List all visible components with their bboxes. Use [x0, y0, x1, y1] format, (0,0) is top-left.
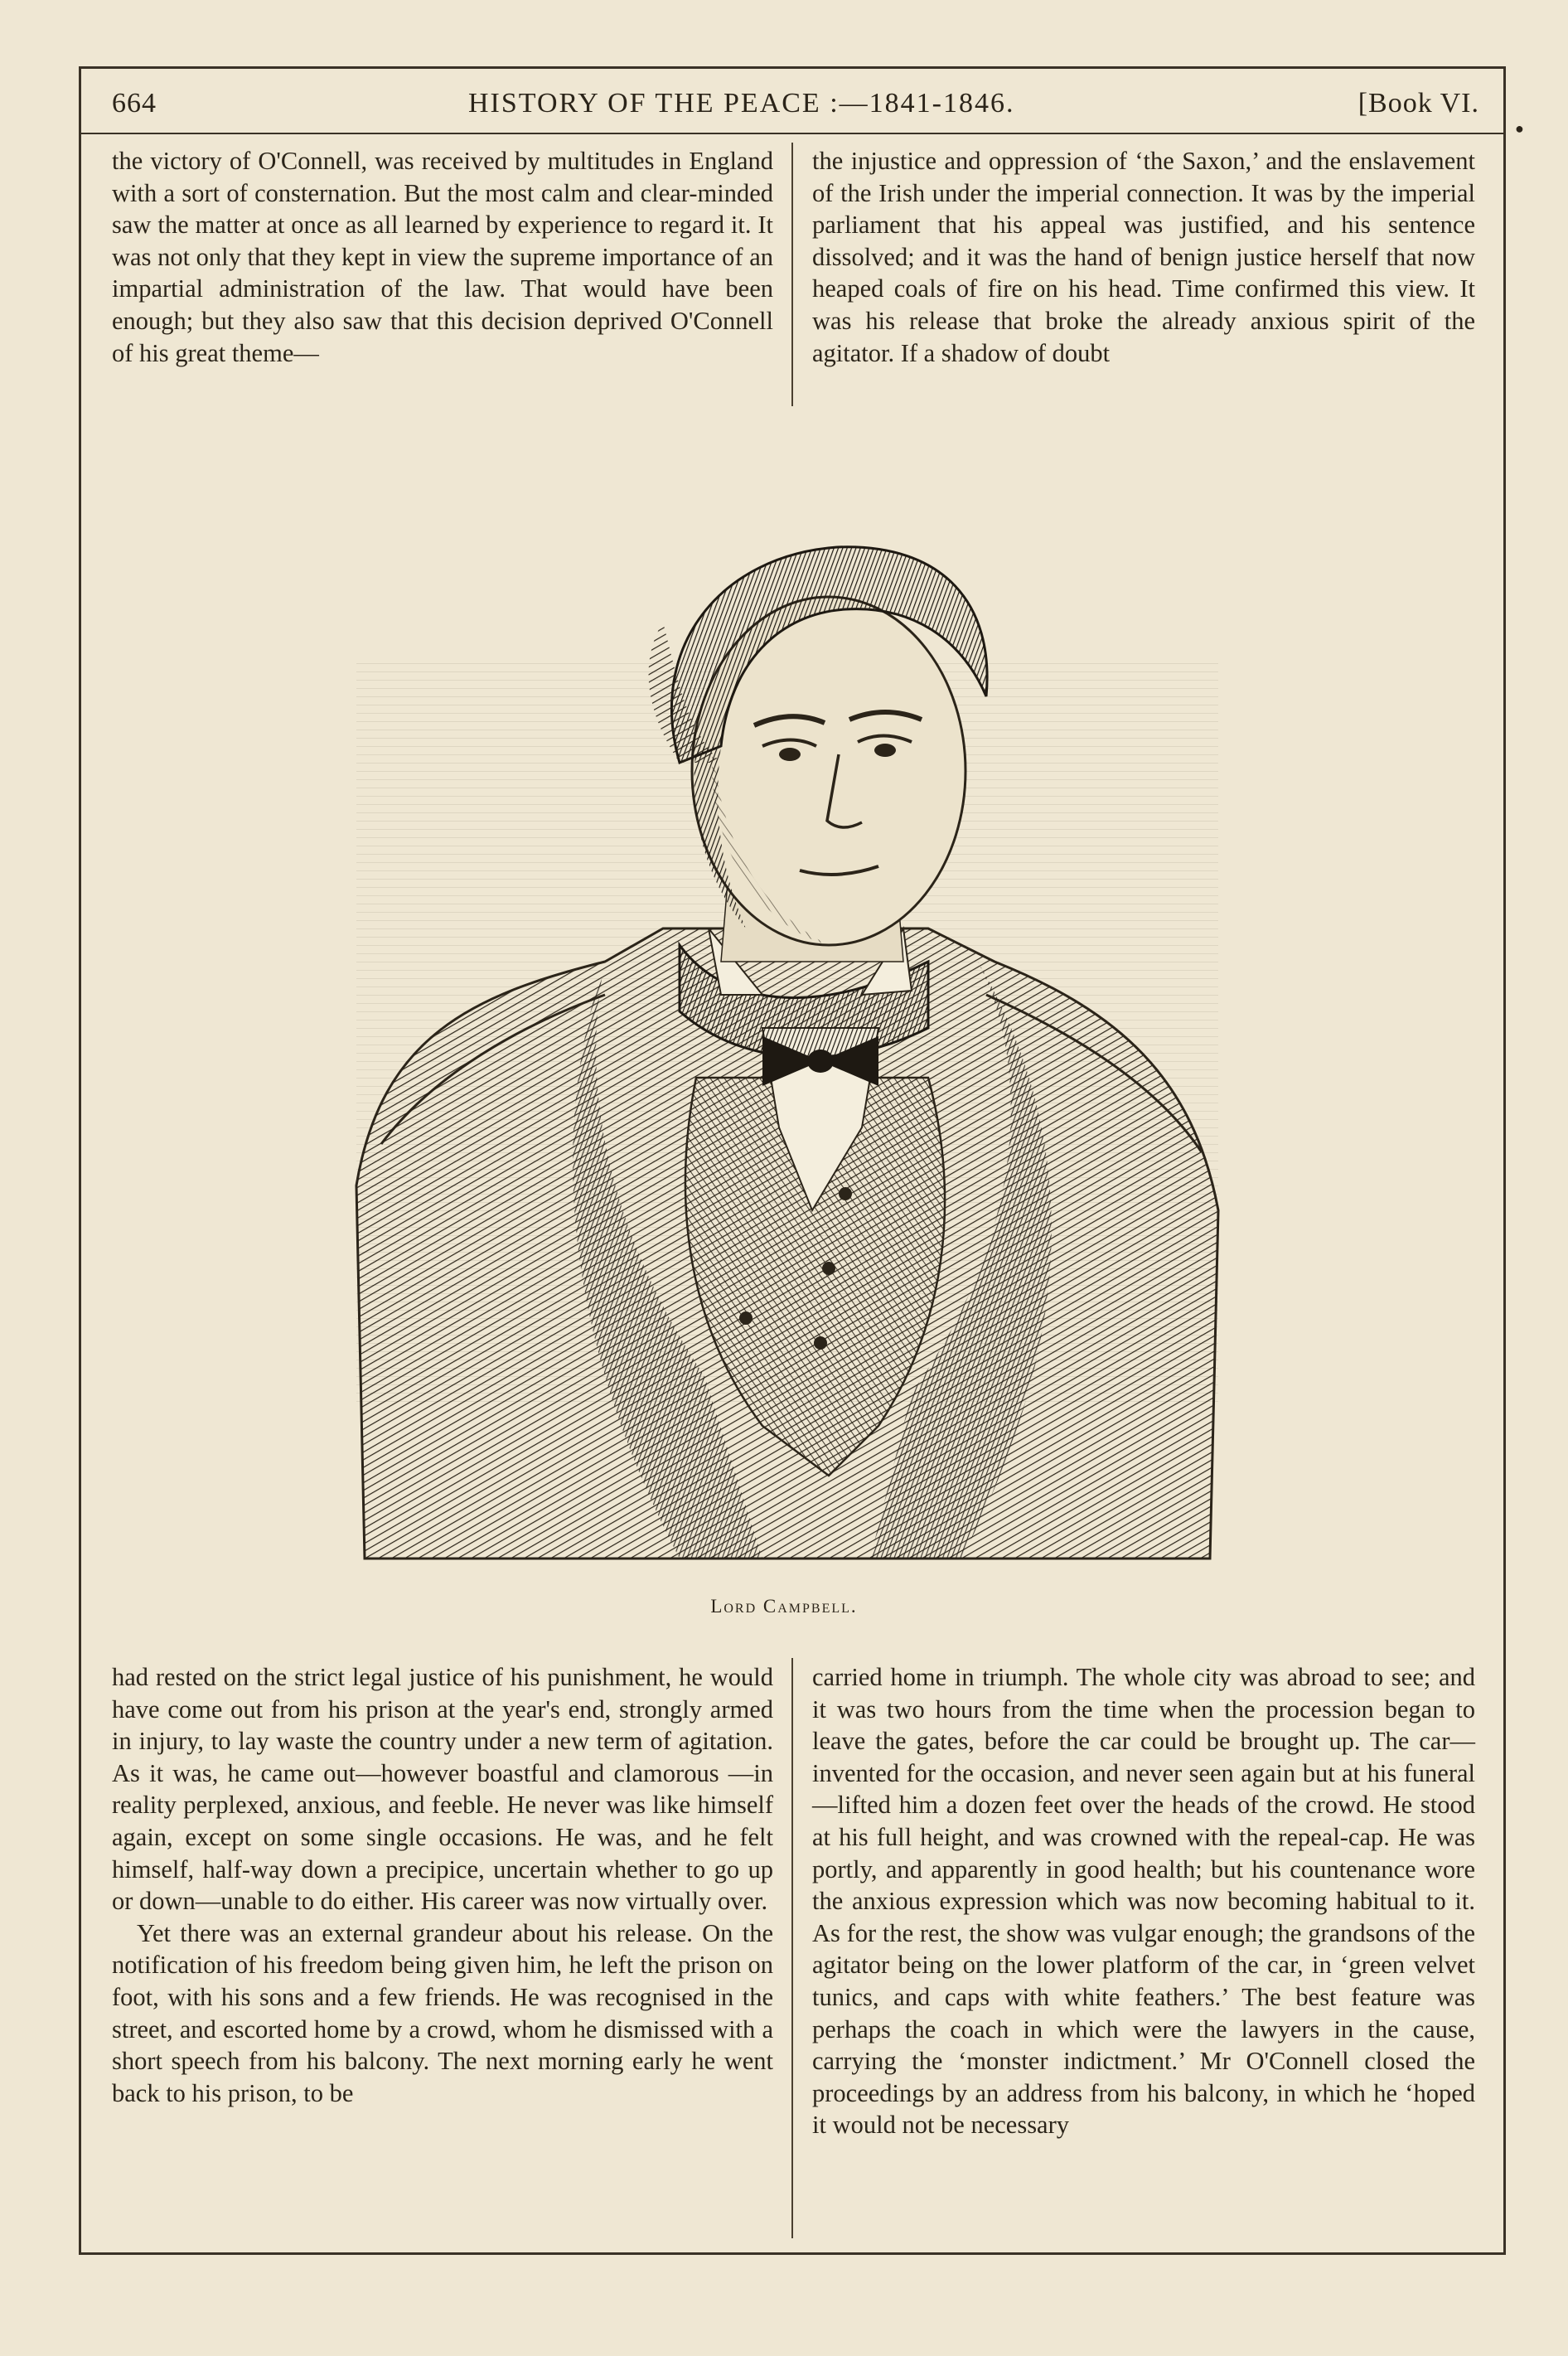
column-top-right: [812, 145, 1475, 369]
paragraph: carried home in triumph. The whole city was abroad to see; and it was two hours from the time when the procession began to leave the gates, before the car could be brought up. The car—invented for the occasion, and never seen again but at his funeral—lifted him a dozen feet over the heads of the crowd. He stood at his full height, and was crowned with the repeal-cap. He was portly, and apparently in good health; but his countenance wore the anxious expression which was now becoming habitual to it. As for the rest, the show was vulgar enough; the grandsons of the agitator being on the lower platform of the car, in ‘green velvet tunics, and caps with white feathers.’ The best feature was perhaps the coach in which were the lawyers in the cause, carrying the ‘monster indictment.’ Mr O'Connell closed the proceedings by an address from his balcony, in which he ‘hoped it would not be necessary: [812, 1663, 1475, 2140]
header-rule: [79, 133, 1506, 134]
page-number: 664: [112, 88, 157, 119]
book-label: [Book VI.: [1357, 88, 1479, 119]
figure-caption: Lord Campbell.: [710, 1596, 858, 1617]
paragraph: the victory of O'Connell, was received by multitudes in England with a sort of consternation. But the most calm and clear-minded saw the matter at once as all learned by experience to regard it. It was not only that they kept in view the supreme importance of an impartial administration of the law. That would have been enough; but they also saw that this decision deprived O'Connell of his great theme—: [112, 147, 773, 367]
paragraph: had rested on the strict legal justice of his punishment, he would have come out from his prison at the year's end, strongly armed in injury, to lay waste the country under a new term of agitation. As it was, he came out—however boastful and clamorous —in reality perplexed, anxious, and feeble. He never was like himself again, except on some single occasions. He was, and he felt himself, half-way down a precipice, uncertain whether to go up or down—unable to do either. His career was now virtually over.: [112, 1663, 773, 1916]
column-top-left: [112, 145, 773, 369]
column-divider: [791, 1658, 793, 2238]
paragraph: Yet there was an external grandeur about his release. On the notification of his freedom being given him, he left the prison on foot, with his sons and a few friends. He was recognised in the street, and escorted home by a crowd, whom he dismissed with a short speech from his balcony. The next morning early he went back to his prison, to be: [112, 1918, 773, 2107]
column-bottom-right: [812, 1661, 1475, 2141]
running-title: HISTORY OF THE PEACE :—1841-1846.: [468, 88, 1015, 119]
portrait-engraving: [332, 497, 1243, 1592]
column-divider: [791, 143, 793, 406]
page-header: [112, 83, 1479, 133]
margin-mark: ●: [1515, 120, 1524, 137]
column-bottom-left: [112, 1661, 773, 2109]
paragraph: the injustice and oppression of ‘the Saxon,’ and the enslavement of the Irish under the imperial connection. It was by the imperial parliament that his appeal was justified, and his sentence dissolved; and it was the hand of benign justice herself that now heaped coals of fire on his head. Time confirmed this view. It was his release that broke the already anxious spirit of the agitator. If a shadow of doubt: [812, 147, 1475, 367]
